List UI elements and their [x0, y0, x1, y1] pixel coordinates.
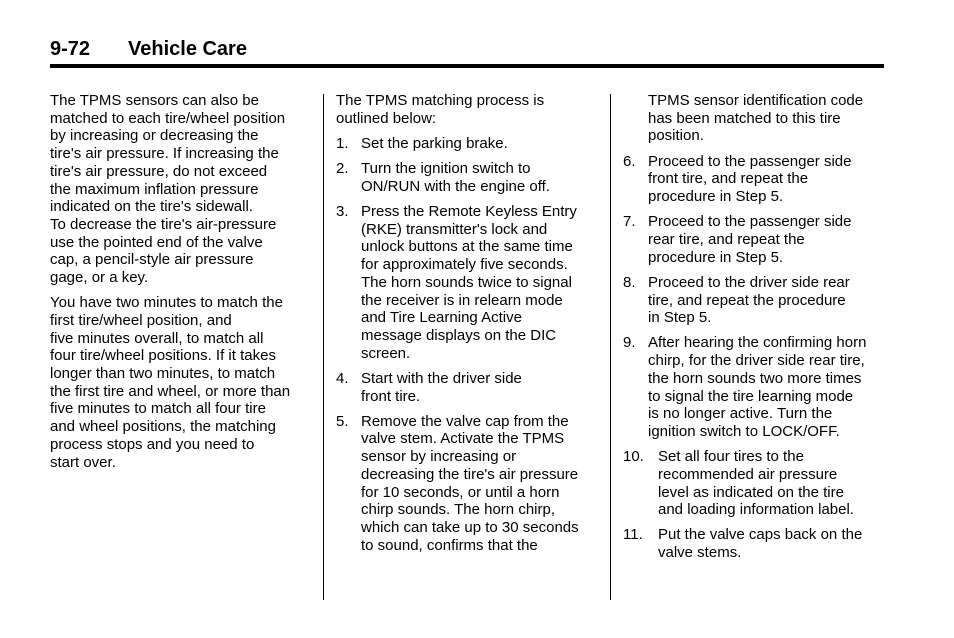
column-1: [50, 92, 312, 479]
step-text: Proceed to the passenger side rear tire, and repeat the procedure in Step 5.: [648, 213, 852, 266]
step-number: 5.: [336, 412, 349, 430]
step-number: 1.: [336, 134, 349, 152]
list-item: [623, 274, 885, 327]
step-text: Set the parking brake.: [361, 134, 508, 152]
step-text: Remove the valve cap from the valve stem. Activate the TPMS sensor by increasing or decreasing the tire's air pressure for 10 seconds, or until a horn chirp sounds. The horn chirp, which can take up to 30 seconds to sound, confirms that the: [361, 412, 579, 554]
step-text: Put the valve caps back on the valve stems.: [658, 526, 863, 562]
paragraph: You have two minutes to match the first tire/wheel position, and five minutes overall, to match all four tire/wheel positions. If it takes longer than two minutes, to match the first tire and wheel, or more than five minutes to match all four tire and wheel positions, the matching process stops and you need to start over.: [50, 294, 291, 471]
list-item: [623, 213, 885, 266]
step-number: 7.: [623, 213, 636, 231]
column-divider-1: [323, 94, 324, 600]
list-item: [623, 334, 885, 440]
step-text: Proceed to the passenger side front tire, and repeat the procedure in Step 5.: [648, 152, 852, 206]
step-text: Turn the ignition switch to ON/RUN with the engine off.: [361, 160, 550, 195]
step-text: Set all four tires to the recommended air pressure level as indicated on the tire and loading information label.: [658, 448, 854, 519]
list-item: [623, 448, 885, 519]
list-item: [336, 160, 598, 195]
intro-paragraph: The TPMS matching process is outlined below:: [336, 92, 545, 127]
list-item: [336, 135, 598, 153]
step-number: 8.: [623, 273, 636, 291]
step-continuation: TPMS sensor identification code has been matched to this tire position.: [648, 92, 864, 145]
column-3: [623, 92, 885, 569]
step-number: 4.: [336, 369, 349, 387]
list-item: [336, 203, 598, 362]
header-rule: [50, 64, 884, 68]
section-title: Vehicle Care: [128, 38, 247, 60]
step-number: 2.: [336, 160, 349, 178]
list-item: [336, 370, 598, 405]
step-text: Proceed to the driver side rear tire, and repeat the procedure in Step 5.: [648, 273, 850, 327]
paragraph: The TPMS sensors can also be matched to each tire/wheel position by increasing or decreasing the tire's air pressure. If increasing the tire's air pressure, do not exceed the maximum inflation pressure indicated on the tire's sidewall. To decrease the tire's air-pressure use the pointed end of the valve cap, a pencil-style air pressure gage, or a key.: [50, 92, 286, 287]
step-text: Press the Remote Keyless Entry (RKE) transmitter's lock and unlock buttons at the same time for approximately five seconds. The horn sounds twice to signal the receiver is in relearn mode and Tire Learning Active message displays on the DIC screen.: [361, 203, 577, 362]
page-number: 9-72: [50, 38, 91, 60]
step-number: 3.: [336, 203, 349, 221]
step-number: 11.: [623, 526, 643, 544]
step-number: 9.: [623, 334, 636, 352]
list-item: [623, 153, 885, 206]
step-number: 10.: [623, 448, 644, 466]
step-text: After hearing the confirming horn chirp, for the driver side rear tire, the horn sounds two more times to signal the tire learning mode is no longer active. Turn the ignition switch to LOCK/OFF.: [648, 334, 867, 440]
column-divider-2: [610, 94, 611, 600]
step-text: Start with the driver side front tire.: [361, 369, 522, 405]
list-item: [623, 526, 885, 561]
column-2: [336, 92, 598, 562]
list-item: [336, 413, 598, 555]
page-header: [50, 38, 884, 64]
step-number: 6.: [623, 152, 636, 170]
